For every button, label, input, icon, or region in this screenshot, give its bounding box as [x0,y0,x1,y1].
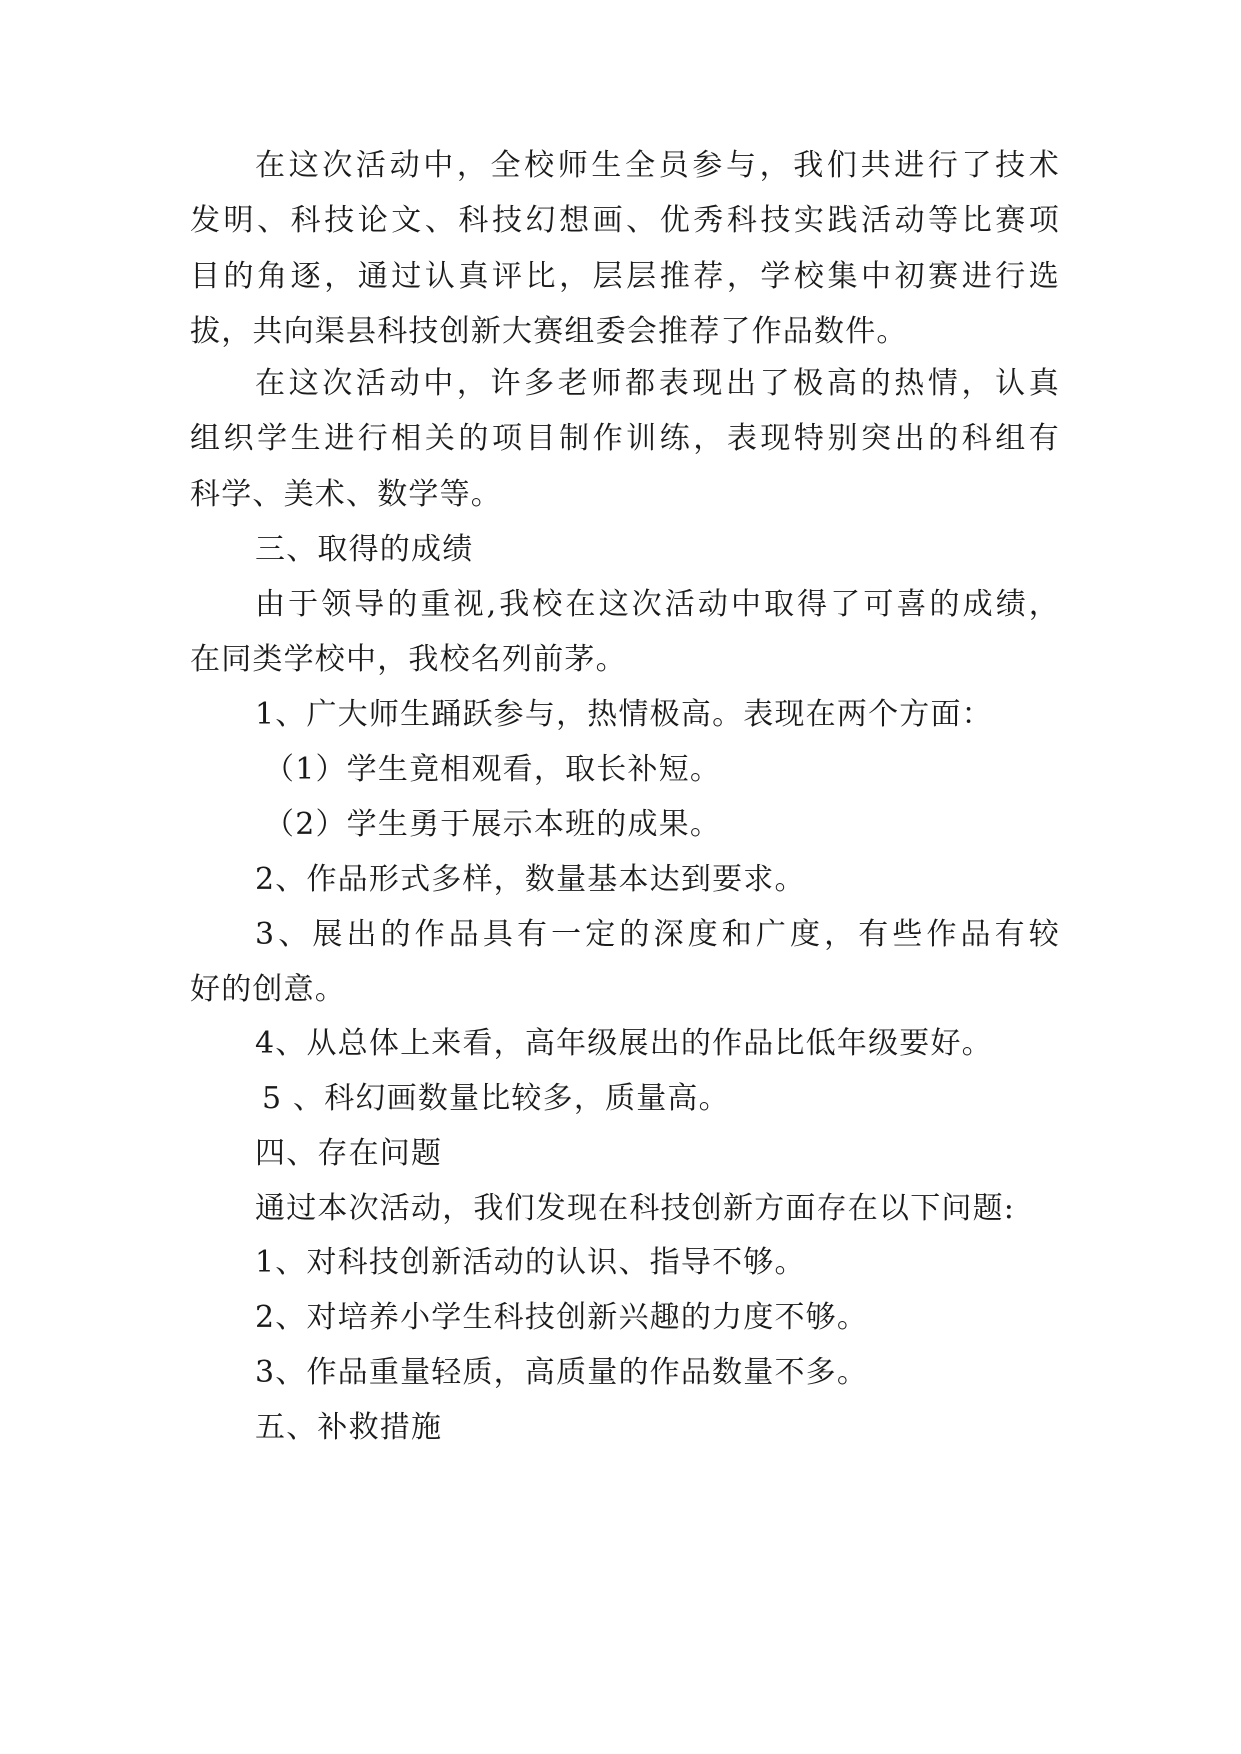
list-item: 4、从总体上来看，高年级展出的作品比低年级要好。 [255,1026,993,1061]
paragraph-line: 组织学生进行相关的项目制作训练，表现特别突出的科组有 [190,421,1060,456]
list-item: 1、广大师生踊跃参与，热情极高。表现在两个方面： [255,697,993,732]
paragraph-line: 发明、科技论文、科技幻想画、优秀科技实践活动等比赛项 [190,203,1060,238]
list-item: 2、对培养小学生科技创新兴趣的力度不够。 [255,1300,869,1335]
paragraph-line: 在同类学校中，我校名列前茅。 [190,642,627,677]
paragraph-line: 目的角逐，通过认真评比，层层推荐，学校集中初赛进行选 [190,259,1060,294]
paragraph-line: 拔，共向渠县科技创新大赛组委会推荐了作品数件。 [190,314,908,349]
paragraph-line: 在这次活动中，全校师生全员参与，我们共进行了技术 [255,148,1060,183]
paragraph-line: 科学、美术、数学等。 [190,477,502,512]
paragraph-line: 在这次活动中，许多老师都表现出了极高的热情，认真 [255,366,1060,401]
paragraph-line: 好的创意。 [190,972,346,1007]
section-heading: 四、存在问题 [255,1136,443,1171]
section-heading: 三、取得的成绩 [255,532,474,567]
section-heading: 五、补救措施 [255,1410,443,1445]
list-item: 3、展出的作品具有一定的深度和广度，有些作品有较 [255,917,1060,952]
list-item: 1、对科技创新活动的认识、指导不够。 [255,1245,806,1280]
list-item: （2）学生勇于展示本班的成果。 [264,807,722,842]
list-item: 5 、科幻画数量比较多，质量高。 [262,1081,730,1116]
paragraph-line: 由于领导的重视,我校在这次活动中取得了可喜的成绩， [255,587,1060,622]
paragraph-line: 通过本次活动，我们发现在科技创新方面存在以下问题: [255,1191,1016,1226]
list-item: （1）学生竟相观看，取长补短。 [264,752,722,787]
list-item: 3、作品重量轻质，高质量的作品数量不多。 [255,1355,869,1390]
list-item: 2、作品形式多样，数量基本达到要求。 [255,862,806,897]
